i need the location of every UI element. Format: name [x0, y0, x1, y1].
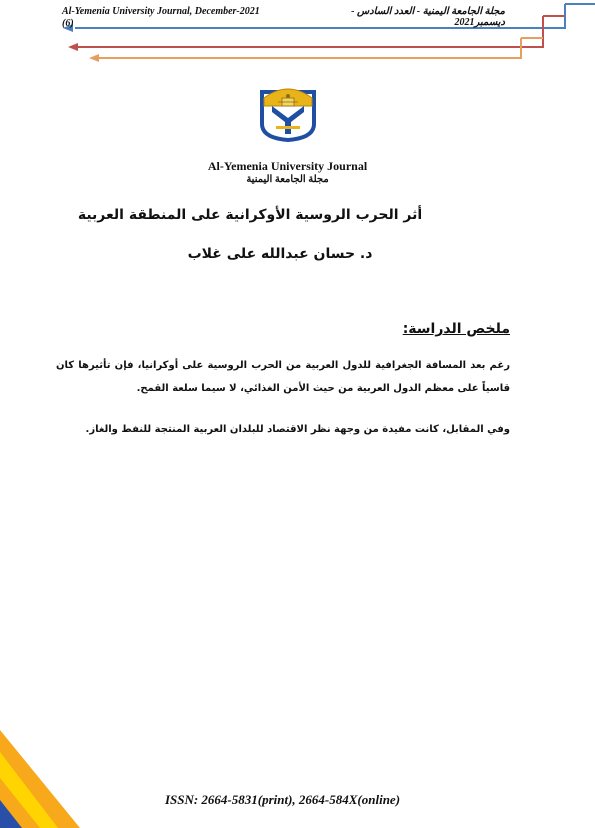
abstract-paragraph: رغم بعد المسافة الجغرافية للدول العربية من الحرب الروسية على أوكرانيا، فإن تأثيرها كان قاسياً على معظم الدول العربية من حيث الأمن الغذائي، لا سيما سلعة القمح.: [56, 360, 510, 394]
university-logo-icon: [258, 84, 318, 142]
running-header-arabic: مجلة الجامعة اليمنية - العدد السادس - ديسمبر2021: [351, 6, 505, 28]
arrow-red-icon: [68, 43, 78, 51]
article-author: د. حسان عبدالله على غلاب: [187, 246, 373, 262]
header-journal-date: Al-Yemenia University Journal, December-2021: [62, 6, 260, 17]
header-issue-number: (6): [62, 18, 74, 29]
abstract-heading: ملخص الدراسة:: [402, 321, 510, 337]
article-title: أثر الحرب الروسية الأوكرانية على المنطقة العربية: [77, 207, 423, 223]
journal-name-english: Al-Yemenia University Journal: [207, 159, 368, 173]
issn-footer: ISSN: 2664-5831(print), 2664-584X(online): [164, 792, 401, 807]
arrow-orange-icon: [89, 54, 99, 62]
abstract-paragraph: وفي المقابل، كانت مفيدة من وجهة نظر الاقتصاد للبلدان العربية المنتجة للنفط والغاز.: [85, 424, 510, 435]
running-header-english: [62, 6, 260, 30]
journal-name-arabic: مجلة الجامعة اليمنية: [246, 174, 329, 185]
